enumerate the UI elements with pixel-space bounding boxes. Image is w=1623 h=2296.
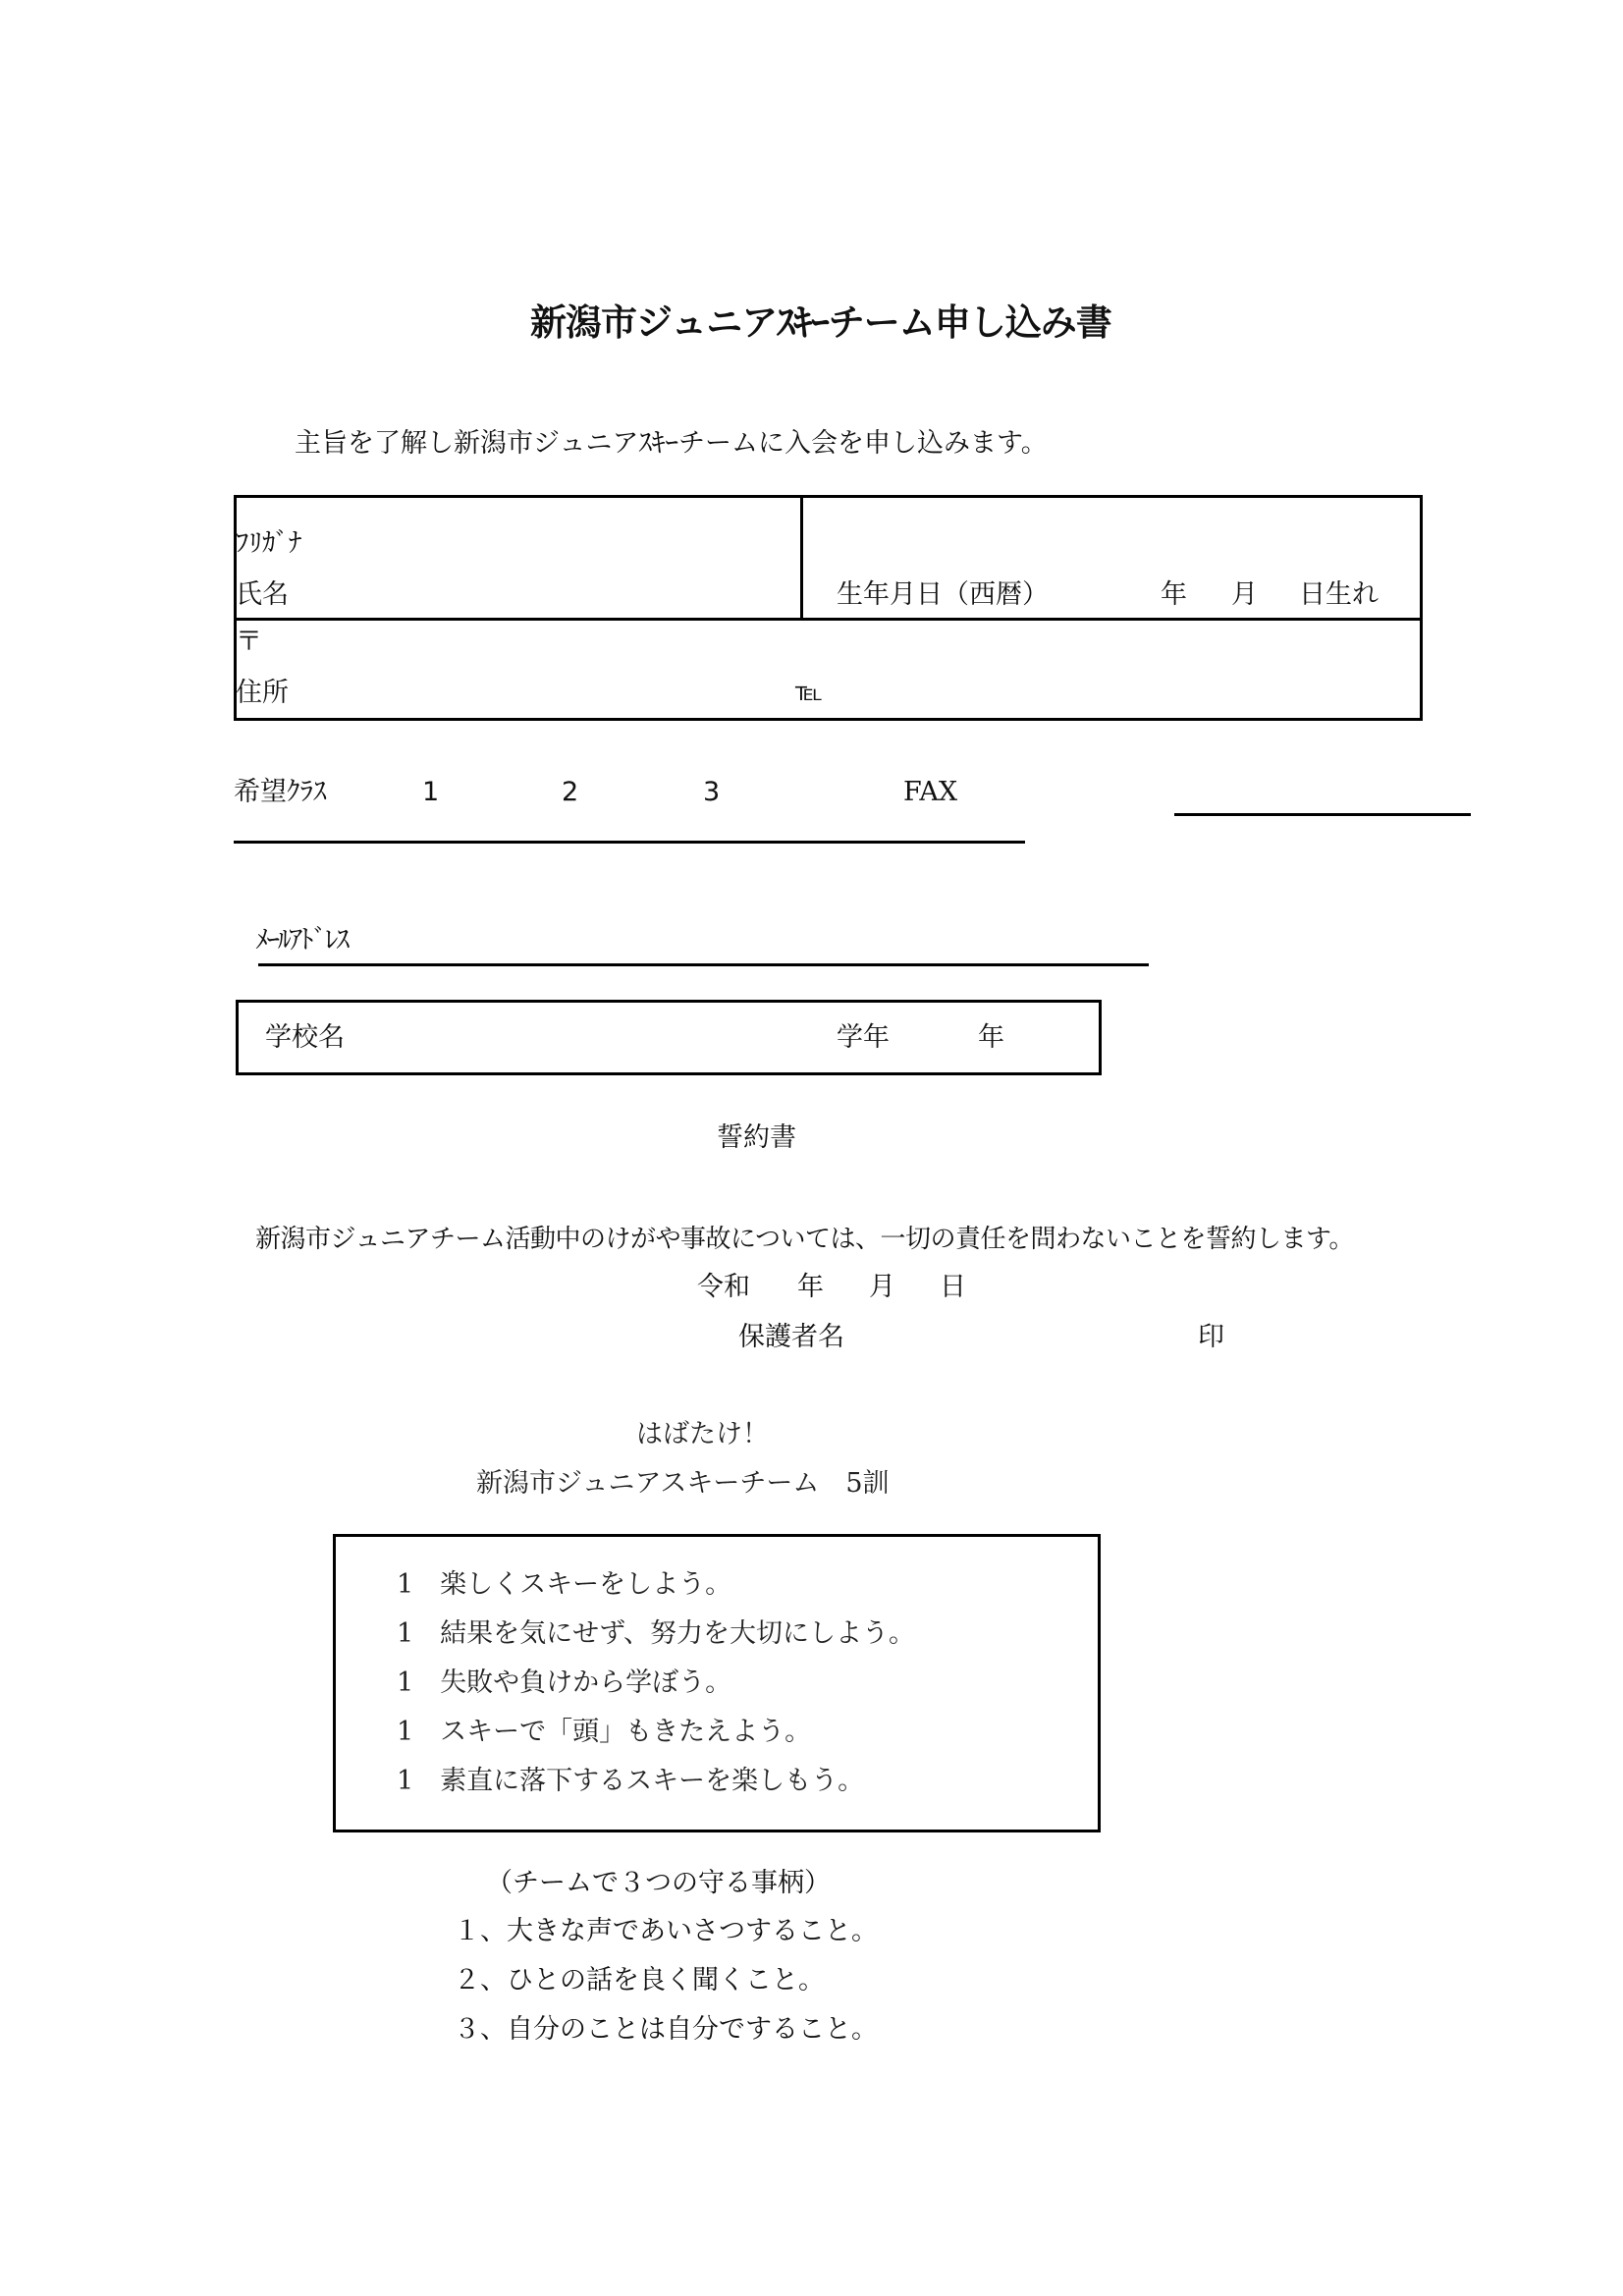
- motto-item: 1 結果を気にせず、努力を大切にしよう。: [397, 1618, 916, 1649]
- guardian-name-label[interactable]: 保護者名: [738, 1322, 844, 1352]
- fax-input-line[interactable]: [1174, 813, 1471, 816]
- class-label: 希望ｸﾗｽ: [234, 777, 327, 807]
- name-label[interactable]: 氏名: [236, 579, 289, 610]
- motto-item: 1 楽しくスキーをしよう。: [397, 1569, 732, 1600]
- motto-line-2: 新潟市ジュニアスキーチーム 5訓: [476, 1468, 890, 1499]
- school-box: [236, 1000, 1102, 1075]
- motto-item: 1 失敗や負けから学ぼう。: [397, 1667, 732, 1698]
- page-title: 新潟市ジュニアｽｷｰチーム申し込み書: [530, 301, 1111, 344]
- rules-heading: （チームで３つの守る事柄）: [486, 1868, 831, 1898]
- class-underline: [234, 841, 1025, 844]
- grade-label[interactable]: 学年: [837, 1022, 890, 1053]
- motto-item: 1 素直に落下するスキーを楽しもう。: [397, 1766, 865, 1796]
- motto-item: 1 スキーで「頭」もきたえよう。: [397, 1717, 812, 1747]
- school-name-label[interactable]: 学校名: [265, 1022, 345, 1053]
- rule-item: ２、ひとの話を良く聞くこと。: [454, 1965, 825, 1995]
- pledge-heading: 誓約書: [717, 1122, 796, 1153]
- postal-mark[interactable]: 〒: [236, 627, 262, 657]
- birth-month-label: 月: [1231, 579, 1258, 610]
- birth-year-label: 年: [1161, 579, 1187, 610]
- grade-unit: 年: [978, 1022, 1004, 1053]
- rule-item: ３、自分のことは自分ですること。: [454, 2014, 878, 2045]
- pledge-era: 令和: [697, 1272, 750, 1302]
- fax-label: FAX: [903, 777, 958, 807]
- class-option-2[interactable]: 2: [562, 777, 579, 807]
- class-option-1[interactable]: 1: [422, 777, 440, 807]
- email-input-line[interactable]: [258, 963, 1149, 966]
- motto-line-1: はばたけ！: [636, 1419, 769, 1449]
- pledge-text: 新潟市ジュニアチーム活動中のけがや事故については、一切の責任を問わないことを誓約します。: [255, 1225, 1354, 1254]
- intro-text: 主旨を了解し新潟市ジュニアｽｷｰチームに入会を申し込みます。: [295, 428, 1048, 459]
- tel-label[interactable]: ℡: [795, 678, 823, 707]
- pledge-month[interactable]: 月: [869, 1272, 895, 1302]
- seal-mark: 印: [1198, 1322, 1224, 1352]
- class-option-3[interactable]: 3: [703, 777, 721, 807]
- table-column-divider: [800, 495, 803, 621]
- rule-item: １、大きな声であいさつすること。: [454, 1916, 878, 1946]
- table-row-divider: [234, 618, 1423, 621]
- pledge-day[interactable]: 日: [940, 1272, 966, 1302]
- birthdate-label[interactable]: 生年月日（西暦）: [837, 579, 1049, 610]
- birth-day-label: 日生れ: [1299, 579, 1379, 610]
- email-label: ﾒｰﾙｱﾄﾞﾚｽ: [255, 925, 348, 956]
- furigana-label[interactable]: ﾌﾘｶﾞﾅ: [236, 528, 302, 559]
- pledge-year[interactable]: 年: [797, 1272, 824, 1302]
- address-label[interactable]: 住所: [236, 678, 289, 708]
